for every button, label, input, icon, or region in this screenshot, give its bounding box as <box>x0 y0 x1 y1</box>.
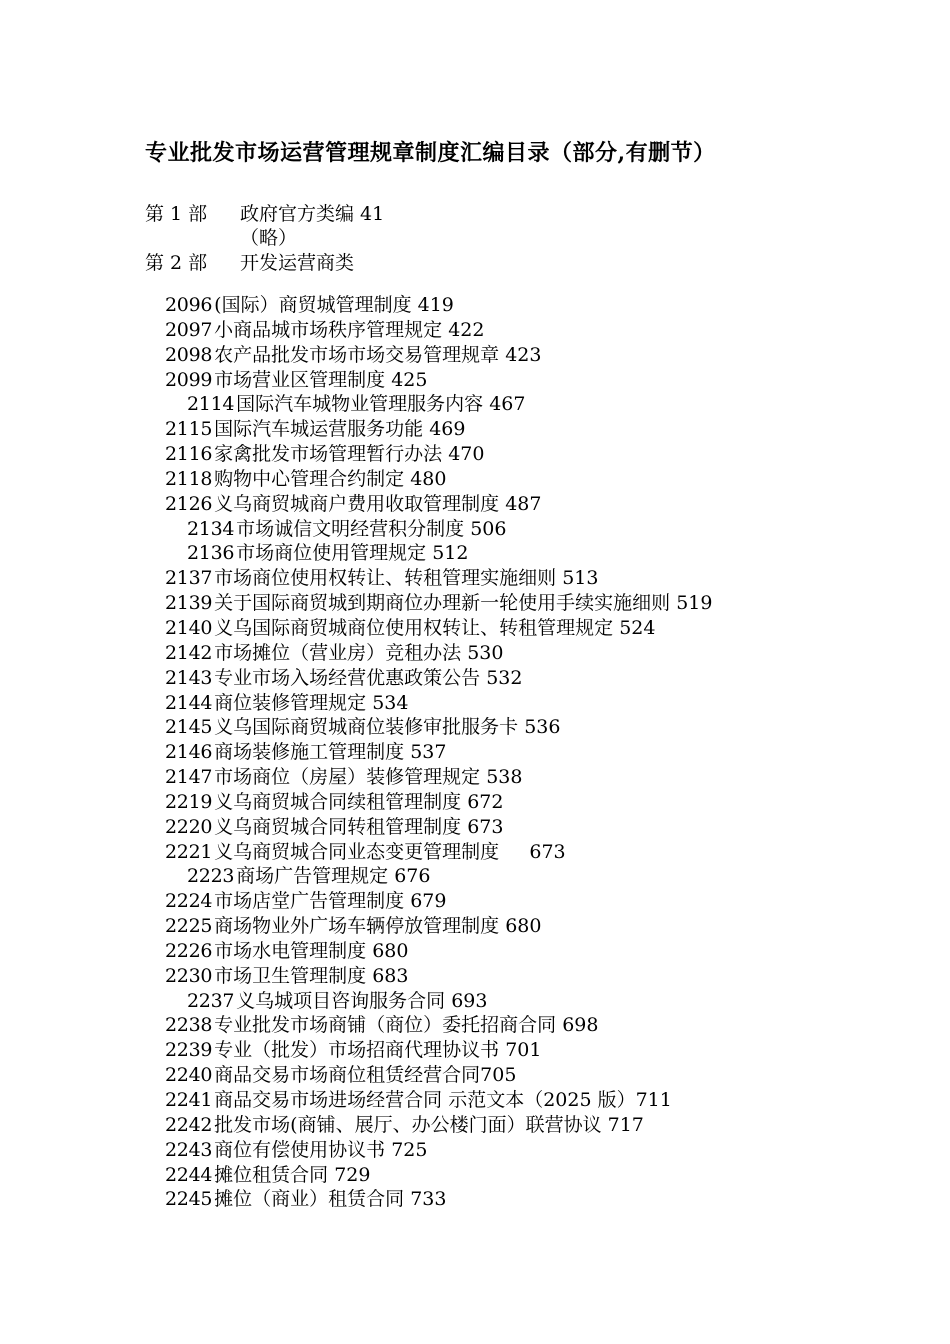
toc-entry <box>0 293 950 318</box>
toc-entry <box>0 467 950 492</box>
toc-entry-number: 2238 <box>165 1014 213 1037</box>
toc-entry-text: 市场商位（房屋）装修管理规定 538 <box>214 766 523 789</box>
toc-entry-number: 2116 <box>165 443 213 466</box>
toc-entry <box>0 417 950 442</box>
toc-entry <box>0 815 950 840</box>
toc-entry <box>0 740 950 765</box>
toc-entry <box>0 889 950 914</box>
toc-entry <box>0 541 950 566</box>
toc-entry-number: 2137 <box>165 567 213 590</box>
toc-entry-number: 2147 <box>165 766 213 789</box>
toc-entry <box>0 1113 950 1138</box>
toc-entry <box>0 1138 950 1163</box>
toc-entry <box>0 318 950 343</box>
toc-entry-number: 2240 <box>165 1064 213 1087</box>
toc-entry-text: 义乌商贸城合同转租管理制度 673 <box>214 815 504 838</box>
toc-entry-number: 2220 <box>165 815 213 838</box>
toc-entry-text: 摊位（商业）租赁合同 733 <box>214 1188 447 1211</box>
toc-entry <box>0 591 950 616</box>
part-2-name: 开发运营商类 <box>240 252 355 274</box>
toc-entry-number: 2146 <box>165 741 213 764</box>
toc-entry-number: 2219 <box>165 790 213 813</box>
toc-entry-text: 购物中心管理合约制定 480 <box>214 467 447 490</box>
toc-entry-number: 2142 <box>165 641 213 664</box>
toc-entry <box>0 616 950 641</box>
toc-entry-number: 2143 <box>165 666 213 689</box>
toc-entry <box>0 989 950 1014</box>
toc-entry <box>0 1088 950 1113</box>
toc-entry-text: 义乌国际商贸城商位使用权转让、转租管理规定 524 <box>214 616 656 639</box>
toc-entry-list <box>0 293 950 1212</box>
toc-entry-text: 商场物业外广场车辆停放管理制度 680 <box>214 915 542 938</box>
toc-entry-text: 家禽批发市场管理暂行办法 470 <box>214 443 485 466</box>
toc-entry-number: 2139 <box>165 592 213 615</box>
toc-entry <box>0 1063 950 1088</box>
toc-entry-text: 农产品批发市场市场交易管理规章 423 <box>214 343 542 366</box>
toc-entry <box>0 1013 950 1038</box>
toc-entry <box>0 691 950 716</box>
toc-entry-text: 市场店堂广告管理制度 679 <box>214 890 447 913</box>
toc-entry-number: 2241 <box>165 1089 213 1111</box>
toc-entry-number: 2230 <box>165 964 213 987</box>
toc-entry-number: 2144 <box>165 691 213 714</box>
toc-entry-text: 商位有偿使用协议书 725 <box>214 1138 428 1161</box>
toc-entry-number: 2221 <box>165 840 213 863</box>
toc-entry-number: 2115 <box>165 418 213 441</box>
toc-entry-number: 2097 <box>165 318 213 341</box>
toc-entry-text: 义乌商贸城合同业态变更管理制度 673 <box>214 840 566 863</box>
toc-entry-text: 国际汽车城物业管理服务内容 467 <box>236 393 526 416</box>
toc-entry-text: 商品交易市场商位租赁经营合同705 <box>214 1064 517 1087</box>
toc-entry-text: 市场商位使用管理规定 512 <box>236 542 469 565</box>
toc-entry <box>0 914 950 939</box>
part-2-number: 第 2 部 <box>145 252 208 274</box>
toc-entry-text: 义乌国际商贸城商位装修审批服务卡 536 <box>214 716 561 739</box>
toc-entry-number: 2242 <box>165 1113 213 1136</box>
toc-entry-text: 关于国际商贸城到期商位办理新一轮使用手续实施细则 519 <box>214 592 713 615</box>
toc-entry-text: 市场商位使用权转让、转租管理实施细则 513 <box>214 567 599 590</box>
toc-entry-text: 市场营业区管理制度 425 <box>214 368 428 391</box>
toc-entry-number: 2243 <box>165 1138 213 1161</box>
toc-entry-text: 商位装修管理规定 534 <box>214 691 409 714</box>
toc-entry-text: 义乌商贸城合同续租管理制度 672 <box>214 790 504 813</box>
toc-entry-number: 2099 <box>165 368 213 391</box>
toc-entry <box>0 864 950 889</box>
toc-entry-text: 商场装修施工管理制度 537 <box>214 741 447 764</box>
toc-entry-number: 2114 <box>187 393 235 416</box>
toc-entry <box>0 790 950 815</box>
toc-entry-text: 摊位租赁合同 729 <box>214 1163 371 1186</box>
toc-entry-text: 专业批发市场商铺（商位）委托招商合同 698 <box>214 1014 599 1037</box>
toc-entry-number: 2118 <box>165 467 213 490</box>
toc-entry-text: 专业市场入场经营优惠政策公告 532 <box>214 666 523 689</box>
toc-entry-text: 市场摊位（营业房）竞租办法 530 <box>214 641 504 664</box>
toc-entry-text: (国际）商贸城管理制度 419 <box>214 294 454 316</box>
toc-entry-number: 2140 <box>165 616 213 639</box>
toc-entry-number: 2145 <box>165 716 213 739</box>
toc-entry-number: 2245 <box>165 1188 213 1211</box>
toc-entry-text: 市场诚信文明经营积分制度 506 <box>236 517 507 540</box>
toc-entry <box>0 368 950 393</box>
toc-entry <box>0 392 950 417</box>
toc-entry-number: 2136 <box>187 542 235 565</box>
toc-entry-text: 专业（批发）市场招商代理协议书 701 <box>214 1039 542 1062</box>
toc-entry <box>0 641 950 666</box>
toc-entry <box>0 1038 950 1063</box>
toc-entry-number: 2098 <box>165 343 213 366</box>
toc-entry <box>0 666 950 691</box>
toc-entry-number: 2096 <box>165 294 213 316</box>
toc-entry <box>0 517 950 542</box>
toc-entry <box>0 939 950 964</box>
toc-entry-number: 2226 <box>165 939 213 962</box>
document-title: 专业批发市场运营管理规章制度汇编目录（部分,有删节） <box>145 140 716 166</box>
toc-entry-text: 批发市场(商铺、展厅、办公楼门面）联营协议 717 <box>214 1113 644 1136</box>
toc-entry-number: 2223 <box>187 865 235 888</box>
toc-entry <box>0 442 950 467</box>
part-1-name: 政府官方类编 41 <box>240 203 385 225</box>
toc-entry <box>0 343 950 368</box>
toc-entry-number: 2237 <box>187 989 235 1012</box>
toc-entry-number: 2126 <box>165 492 213 515</box>
toc-entry <box>0 765 950 790</box>
part-1-heading <box>145 199 384 226</box>
toc-entry-number: 2225 <box>165 915 213 938</box>
toc-entry <box>0 840 950 865</box>
toc-entry-text: 义乌商贸城商户费用收取管理制度 487 <box>214 492 542 515</box>
part-1-number: 第 1 部 <box>145 203 208 225</box>
toc-entry <box>0 964 950 989</box>
toc-entry-number: 2224 <box>165 890 213 913</box>
toc-entry-text: 商场广告管理规定 676 <box>236 865 431 888</box>
toc-entry-text: 小商品城市场秩序管理规定 422 <box>214 318 485 341</box>
toc-entry-number: 2134 <box>187 517 235 540</box>
part-1-note: （略） <box>240 227 298 249</box>
toc-entry <box>0 1163 950 1188</box>
toc-entry-text: 义乌城项目咨询服务合同 693 <box>236 989 488 1012</box>
toc-entry <box>0 492 950 517</box>
toc-entry <box>0 1187 950 1212</box>
toc-entry-number: 2239 <box>165 1039 213 1062</box>
toc-entry-text: 市场水电管理制度 680 <box>214 939 409 962</box>
toc-entry-text: 商品交易市场进场经营合同 示范文本（2025 版）711 <box>214 1089 672 1111</box>
part-2-heading <box>145 248 354 275</box>
toc-entry-text: 市场卫生管理制度 683 <box>214 964 409 987</box>
toc-entry-text: 国际汽车城运营服务功能 469 <box>214 418 466 441</box>
toc-entry <box>0 566 950 591</box>
toc-entry-number: 2244 <box>165 1163 213 1186</box>
toc-entry <box>0 715 950 740</box>
